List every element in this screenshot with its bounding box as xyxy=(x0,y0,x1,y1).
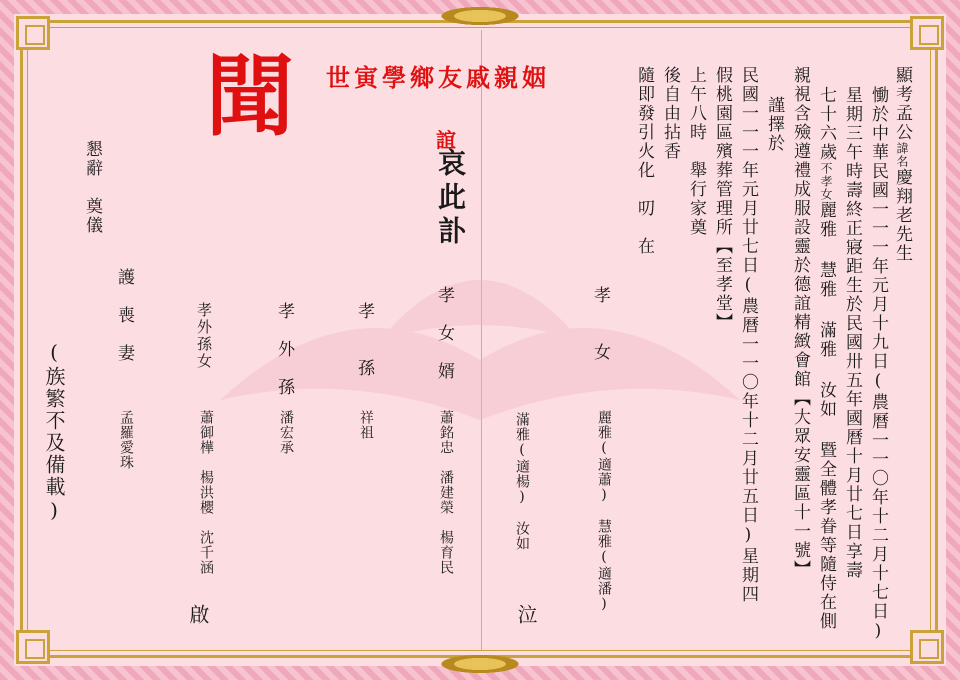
announcement-col-4 xyxy=(816,86,836,631)
wife-name: 孟羅愛珠 xyxy=(118,410,134,470)
kai-character: 啟 xyxy=(186,604,210,626)
announcement-col-6: 謹擇於 xyxy=(764,96,784,153)
title-line: 世寅學鄉友戚親姻 xyxy=(326,63,550,92)
yi-character: 誼 xyxy=(436,128,456,152)
corner-ornament-br xyxy=(910,630,944,664)
wife-label: 護 喪 妻 xyxy=(114,268,134,363)
announcement-col-10: 後自由拈香 xyxy=(660,66,680,161)
unfilial-daughter-note: 不孝女 xyxy=(819,162,833,201)
outer-grandson-names: 潘宏承 xyxy=(278,410,294,455)
daughters-names-1: 麗雅(適蕭) 慧雅(適潘) xyxy=(596,410,612,613)
daughters-names-2: 滿雅(適楊) 汝如 xyxy=(514,412,530,551)
gold-ornament-top xyxy=(420,2,540,30)
announcement-col-7: 民國一一一年元月廿七日(農曆一一〇年十二月廿五日)星期四 xyxy=(738,66,758,604)
son-in-law-names: 蕭銘忠 潘建榮 楊育民 xyxy=(438,410,454,575)
announcement-col-3: 星期三午時壽終正寢距生於民國卅五年國曆十月廿七日享壽 xyxy=(842,86,862,580)
deceased-title: 顯考孟公 xyxy=(892,66,912,142)
weep-character: 泣 xyxy=(514,604,538,626)
outer-granddaughter-label: 孝外孫女 xyxy=(195,302,213,370)
son-in-law-label: 孝 女 婿 xyxy=(434,286,454,381)
outer-granddaughter-names: 蕭御樺 楊洪櫻 沈千涵 xyxy=(198,410,214,575)
gold-ornament-bottom xyxy=(420,650,540,678)
deceased-name-note: 諱名 xyxy=(895,142,909,168)
announcement-col-8: 假桃園區殯葬管理所【至孝堂】 xyxy=(712,66,732,332)
grandson-label: 孝 孫 xyxy=(354,302,374,378)
corner-ornament-tr xyxy=(910,16,944,50)
announcement-col-9: 上午八時 舉行家奠 xyxy=(686,66,706,237)
age-text: 七十六歲 xyxy=(816,86,836,162)
daughter-label: 孝 女 xyxy=(590,286,610,362)
corner-ornament-tl xyxy=(16,16,50,50)
corner-ornament-bl xyxy=(16,630,50,664)
family-note: (族繁不及備載) xyxy=(42,340,66,524)
grandson-names: 祥祖 xyxy=(358,410,374,440)
announcement-col-1 xyxy=(892,66,912,263)
daughters-text: 麗雅 慧雅 滿雅 汝如 暨全體孝眷等隨侍在側 xyxy=(816,201,836,631)
decline-offerings: 懇辭 奠儀 xyxy=(82,140,102,235)
outer-grandson-label: 孝 外 孫 xyxy=(274,302,294,397)
title-character: 聞 xyxy=(205,44,294,148)
announcement-col-5: 親視含殮遵禮成服設靈於德誼精緻會館【大眾安靈區十一號】 xyxy=(790,66,810,579)
deceased-name: 慶翔老先生 xyxy=(892,168,912,263)
announcement-col-11: 隨即發引火化 叨 在 xyxy=(634,66,654,256)
mourn-text: 哀此訃 xyxy=(434,148,467,250)
announcement-col-2: 慟於中華民國一一一年元月十九日(農曆一一〇年十二月十七日) xyxy=(868,86,888,643)
